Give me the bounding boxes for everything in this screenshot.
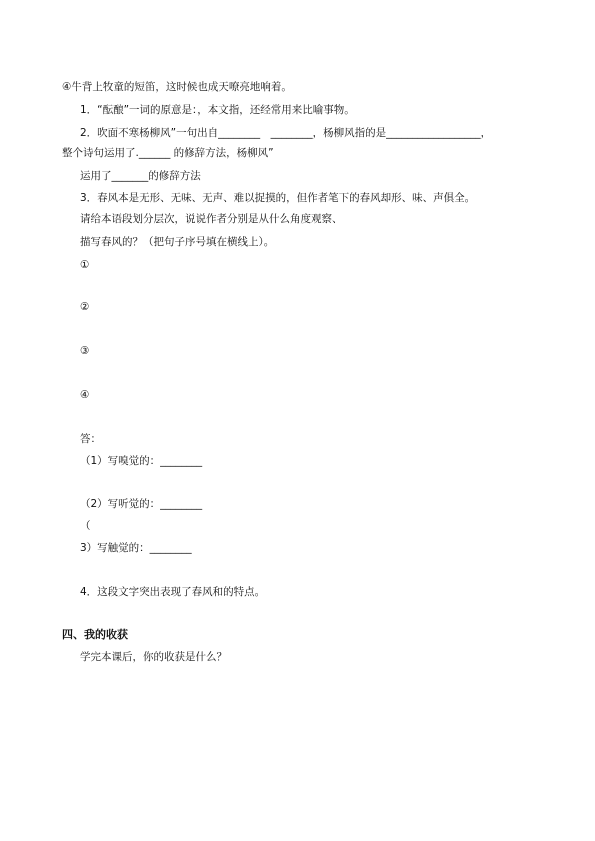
question-3: 3．春风本是无形、无味、无声、难以捉摸的，但作者笔下的春风却形、味、声俱全。	[80, 192, 476, 204]
item-1: ①	[80, 259, 90, 271]
question-2-cont-1: 整个诗句运用了.______ 的修辞方法，杨柳风”	[62, 147, 274, 159]
question-3-cont-2: 描写春风的？（把句子序号填在横线上）。	[80, 236, 275, 248]
answer-label: 答：	[80, 433, 101, 445]
item-2: ②	[80, 301, 90, 313]
question-2-cont-2: 运用了_______的修辞方法	[80, 170, 201, 182]
answer-touch: 3）写触觉的：________	[80, 542, 192, 554]
question-4: 4．这段文字突出表现了春风和的特点。	[80, 586, 266, 598]
section-heading: 四、我的收获	[62, 628, 128, 641]
item-4: ④	[80, 389, 90, 401]
section-prompt: 学完本课后，你的收获是什么？	[80, 651, 227, 663]
item-3: ③	[80, 345, 90, 357]
answer-smell: （1）写嗅觉的：________	[80, 455, 203, 467]
question-2: 2．吹面不寒杨柳风”一句出自________ ________，杨柳风指的是__________________，	[80, 127, 492, 139]
question-1: 1．“酝酿”一词的原意是：，本文指，还经常用来比喻事物。	[80, 104, 355, 116]
question-3-cont-1: 请给本语段划分层次，说说作者分别是从什么角度观察、	[80, 213, 343, 225]
answer-hearing: （2）写听觉的：________	[80, 498, 203, 510]
answer-paren: （	[80, 520, 91, 532]
quote-line-4: ④牛背上牧童的短笛，这时候也成天嘹亮地响着。	[62, 81, 292, 93]
